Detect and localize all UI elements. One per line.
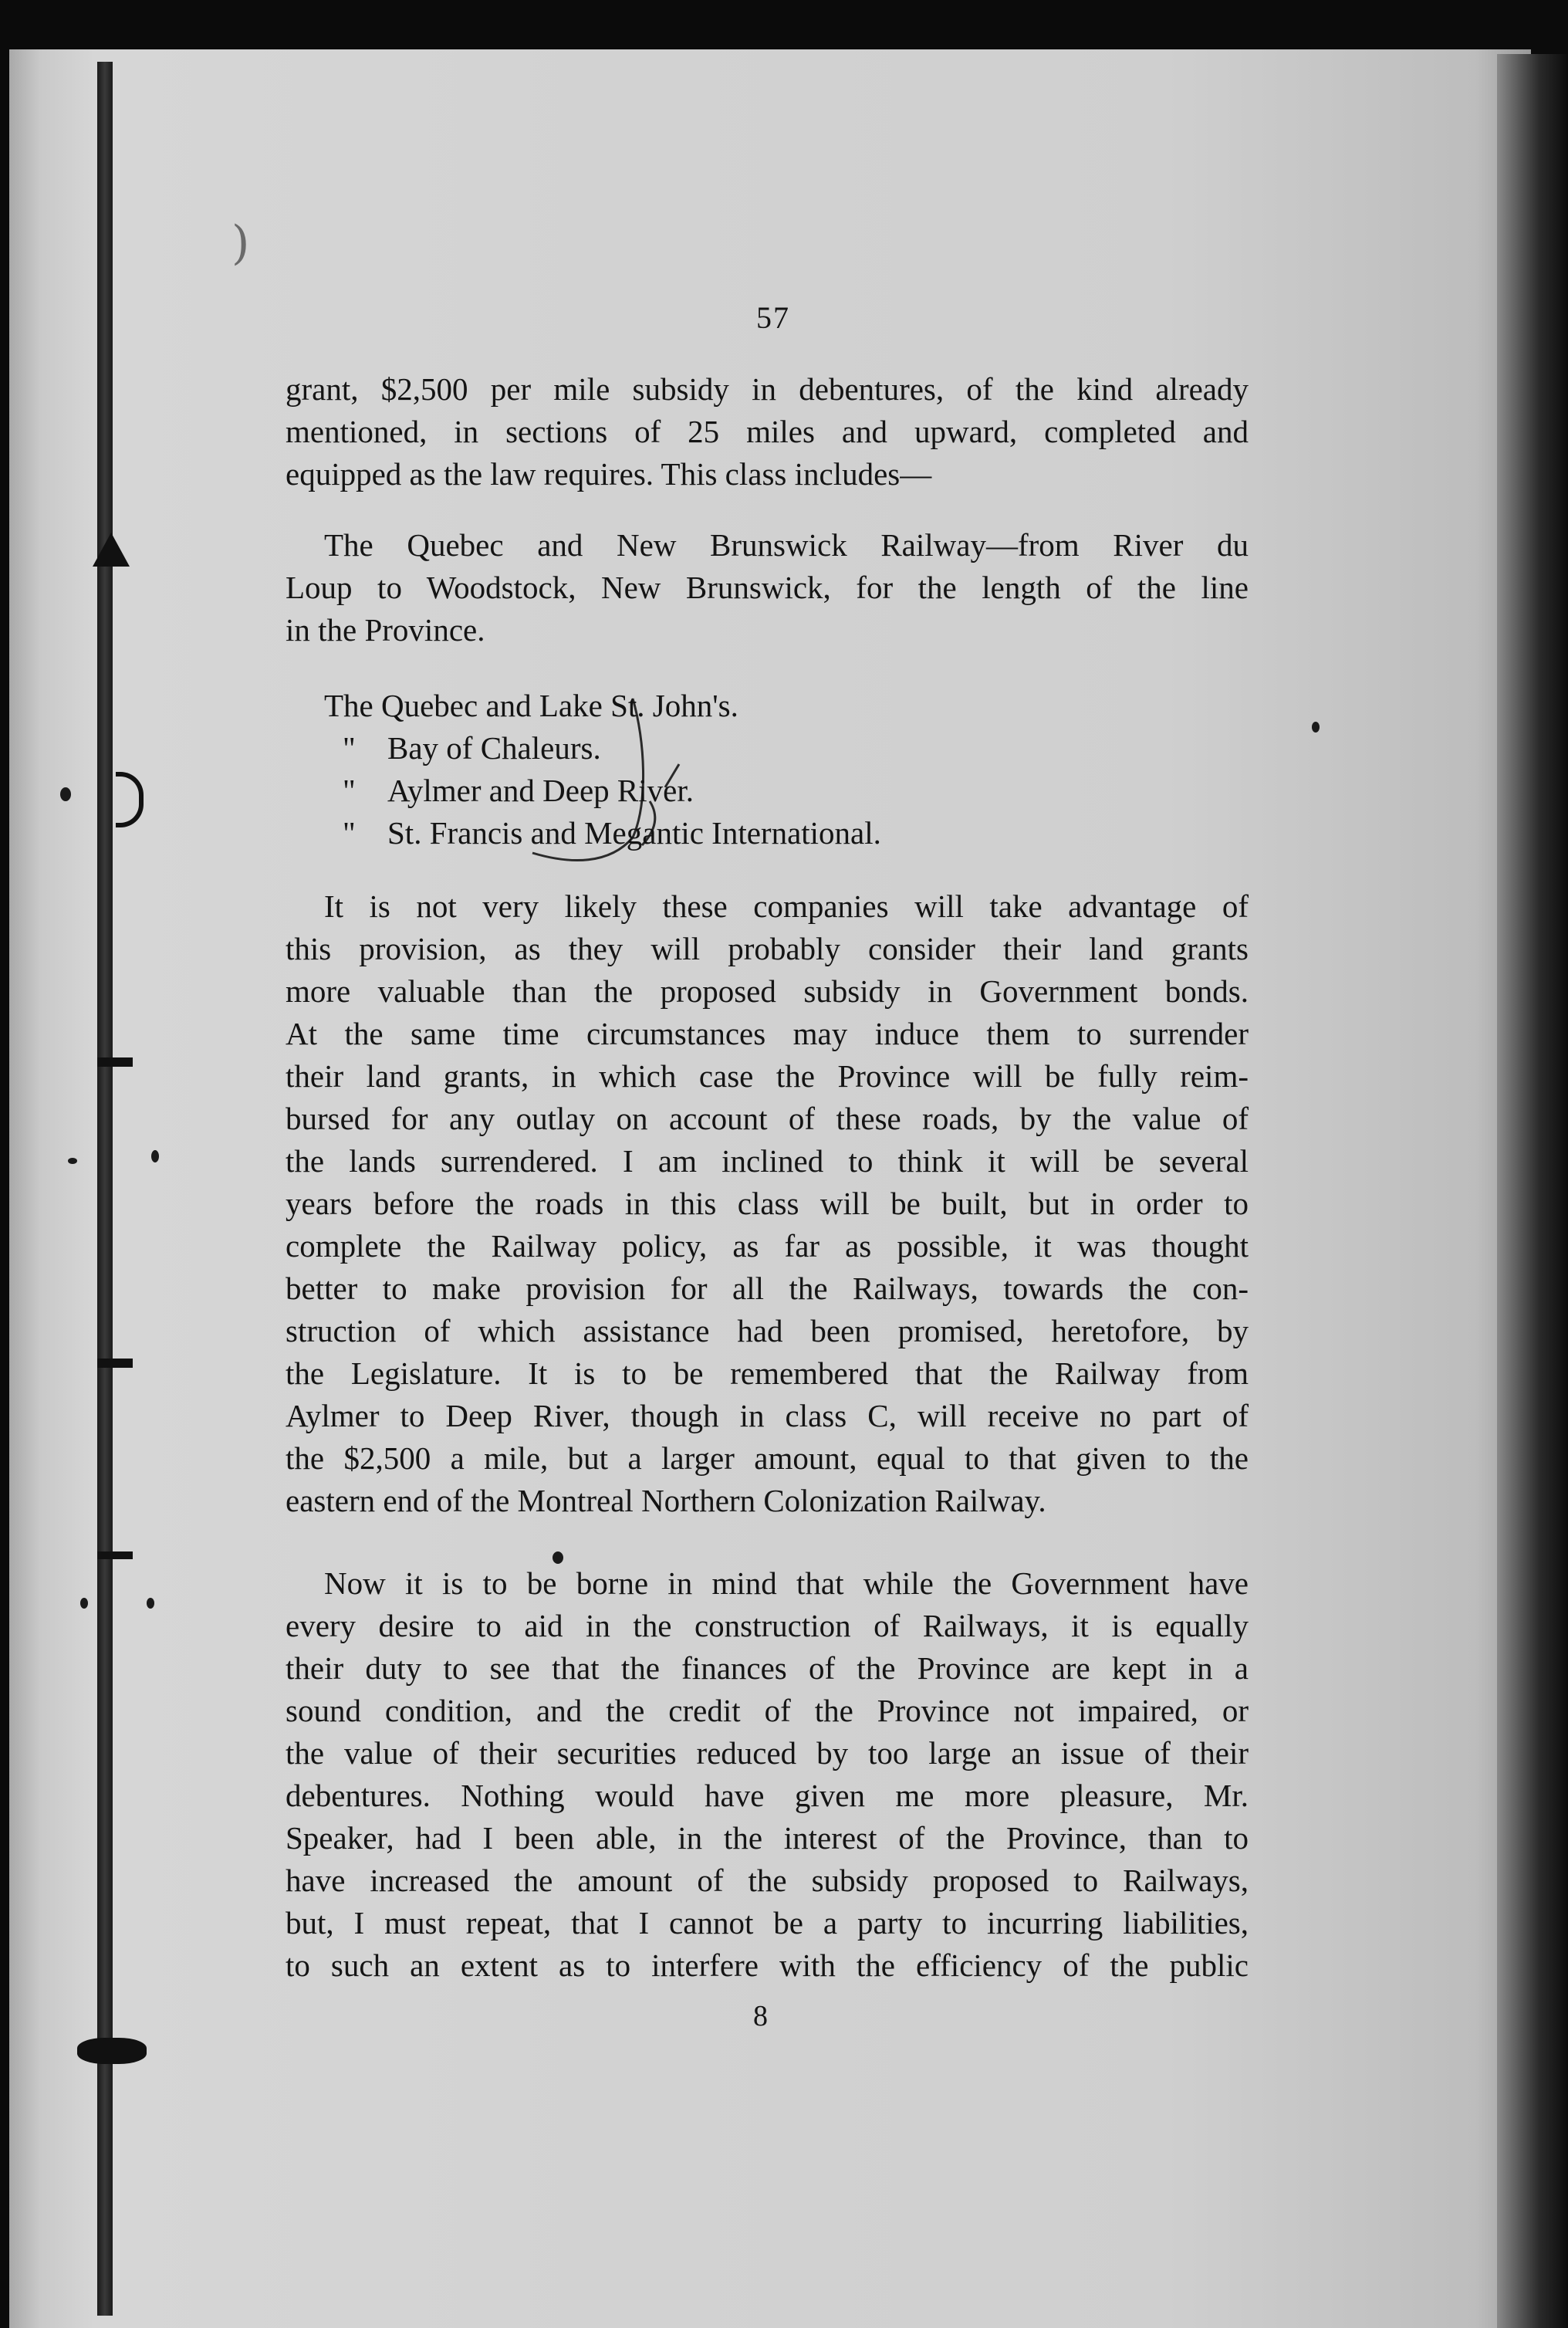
text-line: grant, $2,500 per mile subsidy in debentures, of the kind already: [286, 371, 1249, 407]
text-line: this provision, as they will probably consider their land grants: [286, 931, 1249, 966]
text-line: Speaker, had I been able, in the interest of the Province, than to: [286, 1820, 1249, 1856]
page-number: 57: [756, 300, 790, 335]
text-line: years before the roads in this class will be built, but in order to: [286, 1186, 1249, 1221]
text-line: It is not very likely these companies will take advantage of: [324, 888, 1249, 924]
text-line: mentioned, in sections of 25 miles and upward, completed and: [286, 414, 1249, 449]
text-line: better to make provision for all the Railways, towards the con-: [286, 1271, 1249, 1306]
text-line: the lands surrendered. I am inclined to think it will be several: [286, 1143, 1249, 1179]
text-line: the value of their securities reduced by too large an issue of their: [286, 1735, 1249, 1771]
list-item: [343, 814, 881, 851]
ditto-mark: ": [343, 773, 356, 808]
text-line: have increased the amount of the subsidy proposed to Railways,: [286, 1863, 1249, 1898]
text-line: more valuable than the proposed subsidy in Government bonds.: [286, 973, 1249, 1009]
list-item-name: The Quebec and Lake St. John's.: [324, 688, 738, 723]
text-line: their duty to see that the finances of the Province are kept in a: [286, 1650, 1249, 1686]
text-line: equipped as the law requires. This class includes—: [286, 456, 932, 492]
text-line: struction of which assistance had been promised, heretofore, by: [286, 1313, 1249, 1348]
list-item: [343, 772, 694, 809]
text-line: the $2,500 a mile, but a larger amount, equal to that given to the: [286, 1440, 1249, 1476]
ditto-mark: ": [343, 815, 356, 851]
list-item: [343, 729, 601, 766]
list-item-name: Aylmer and Deep River.: [387, 773, 694, 808]
text-line: Loup to Woodstock, New Brunswick, for the length of the line: [286, 570, 1249, 605]
list-item-name: Bay of Chaleurs.: [387, 730, 601, 766]
signature-mark: 8: [753, 2000, 768, 2032]
text-line: At the same time circumstances may induce them to surrender: [286, 1016, 1249, 1051]
text-line: but, I must repeat, that I cannot be a party to incurring liabilities,: [286, 1905, 1249, 1941]
text-line: in the Province.: [286, 612, 485, 648]
text-line: debentures. Nothing would have given me more pleasure, Mr.: [286, 1778, 1249, 1813]
ditto-mark: ": [343, 730, 356, 766]
text-line: The Quebec and New Brunswick Railway—from River du: [324, 527, 1249, 563]
text-line: bursed for any outlay on account of these roads, by the value of: [286, 1101, 1249, 1136]
text-line: sound condition, and the credit of the Province not impaired, or: [286, 1693, 1249, 1728]
text-line: to such an extent as to interfere with the efficiency of the public: [286, 1947, 1249, 1983]
text-line: their land grants, in which case the Province will be fully reim-: [286, 1058, 1249, 1094]
pencil-mark: ): [231, 216, 250, 270]
text-line: eastern end of the Montreal Northern Colonization Railway.: [286, 1483, 1046, 1518]
text-line: the Legislature. It is to be remembered that the Railway from: [286, 1355, 1249, 1391]
list-item: [324, 687, 738, 724]
text-line: Now it is to be borne in mind that while the Government have: [324, 1565, 1249, 1601]
text-line: every desire to aid in the construction of Railways, it is equally: [286, 1608, 1249, 1643]
text-line: complete the Railway policy, as far as possible, it was thought: [286, 1228, 1249, 1264]
list-item-name: St. Francis and Megantic International.: [387, 815, 881, 851]
text-line: Aylmer to Deep River, though in class C, will receive no part of: [286, 1398, 1249, 1433]
